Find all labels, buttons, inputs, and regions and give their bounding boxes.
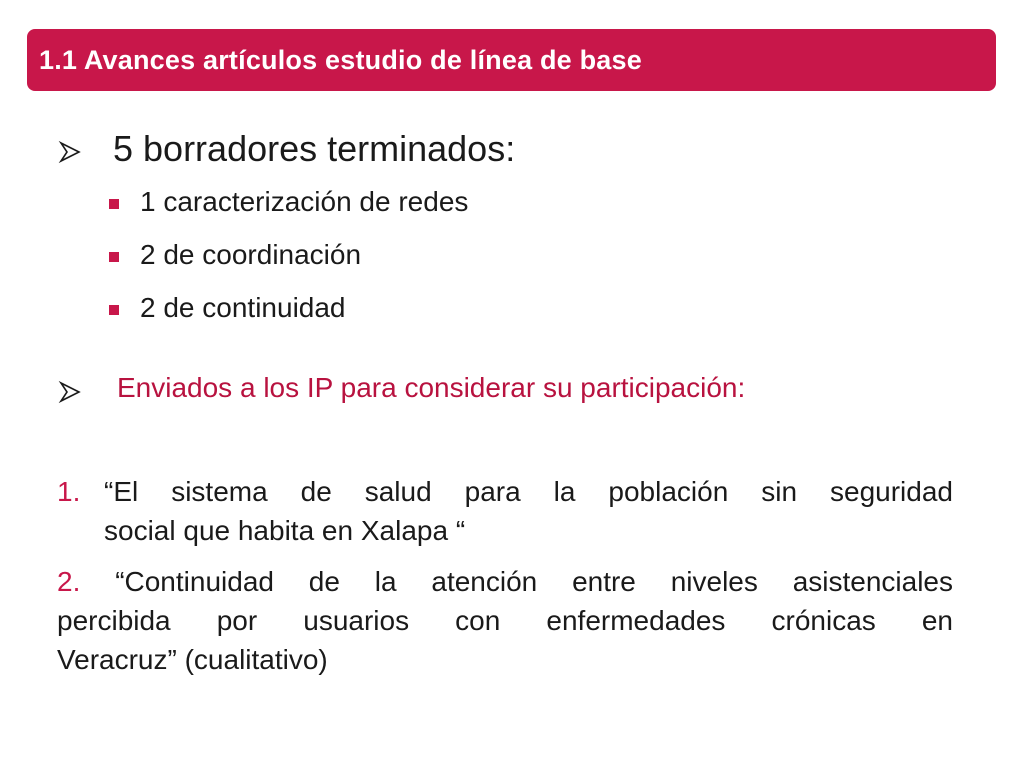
list-item: 2 de coordinación (140, 239, 362, 270)
numbered-item-1-line2: social que habita en Xalapa “ (104, 515, 466, 546)
square-bullet-icon (109, 305, 119, 315)
square-bullet-icon (109, 252, 119, 262)
numbered-item-1 (104, 472, 953, 550)
list-number: 1. (57, 476, 81, 507)
title-bar (27, 29, 996, 91)
list-item: 1 caracterización de redes (140, 186, 469, 217)
numbered-item-2-line1 (57, 562, 953, 601)
arrow-right-icon (58, 380, 82, 404)
arrow-right-icon (58, 140, 82, 164)
numbered-item-2 (57, 562, 953, 679)
list-item: 2 de continuidad (140, 292, 346, 323)
numbered-item-2-line1-text: “Continuidad de la atención entre niveles asistenciales (115, 566, 953, 597)
numbered-item-2-line3: Veracruz” (cualitativo) (57, 644, 328, 675)
bullet-heading-borradores: 5 borradores terminados: (113, 128, 516, 169)
square-bullet-icon (109, 199, 119, 209)
numbered-item-2-line2: percibida por usuarios con enfermedades crónicas en (57, 605, 953, 636)
numbered-item-1-line1: “El sistema de salud para la población sin seguridad (104, 476, 953, 507)
bullet-heading-enviados: Enviados a los IP para considerar su participación: (117, 372, 746, 403)
list-number: 2. (57, 566, 81, 597)
slide-title: 1.1 Avances artículos estudio de línea de base (39, 44, 642, 75)
